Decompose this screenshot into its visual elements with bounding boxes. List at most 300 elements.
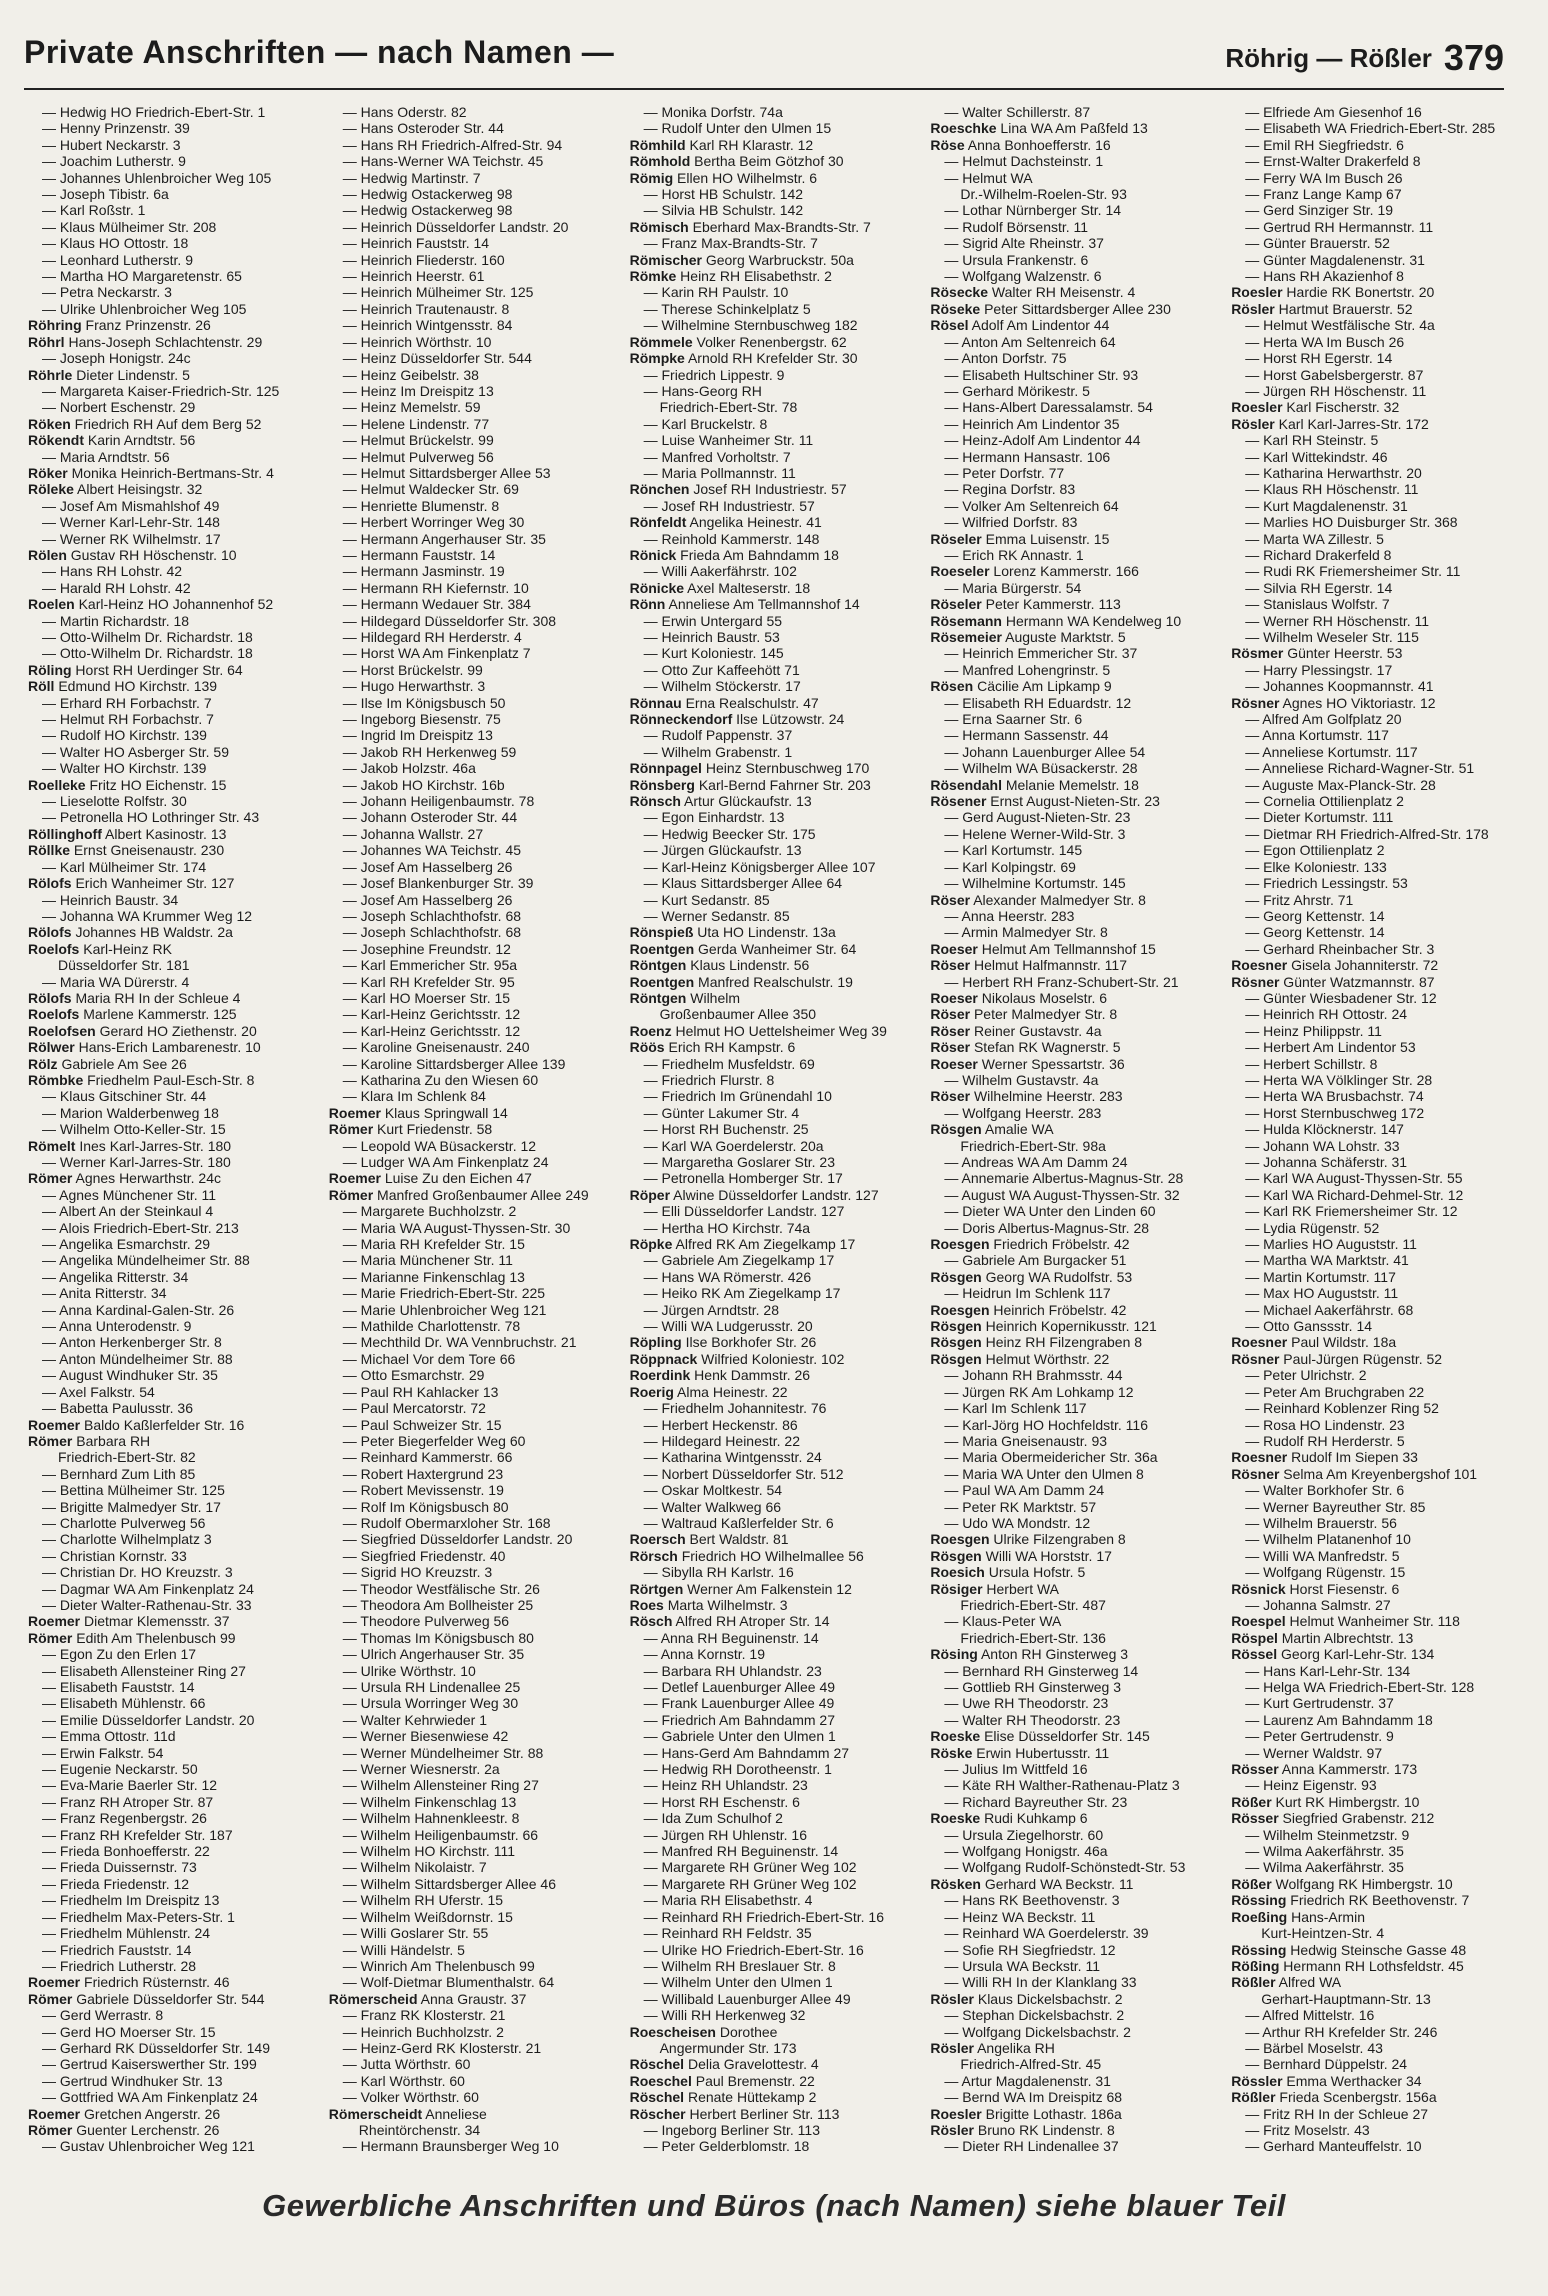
entry-text: — Wilhelm Nikolaistr. 7	[342, 1859, 487, 1876]
name-entry	[1231, 793, 1518, 809]
name-entry	[630, 1728, 917, 1744]
entry-text: — Wilhelm Brauerstr. 56	[1245, 1514, 1397, 1531]
entry-continuation	[930, 186, 1217, 202]
entry-text: — Leonhard Lutherstr. 9	[42, 251, 193, 268]
name-entry	[930, 1925, 1217, 1941]
name-entry	[630, 662, 917, 678]
entry-text: — Egon Ottilienplatz 2	[1245, 842, 1385, 859]
entry-text: — Johannes Koopmannstr. 41	[1245, 678, 1434, 695]
surname: Rösken	[930, 1875, 981, 1892]
name-entry	[329, 1039, 616, 1055]
name-entry	[930, 826, 1217, 842]
entry-text: — Franz Max-Brandts-Str. 7	[643, 235, 818, 252]
surname: Roemer	[28, 1416, 81, 1433]
surname-entry	[28, 1072, 315, 1088]
entry-text: — Peter Gelderblomstr. 18	[643, 2138, 810, 2155]
name-entry	[630, 235, 917, 251]
entry-text: — Heinrich Mülheimer Str. 125	[342, 284, 534, 301]
entry-text: — Willi Goslarer Str. 55	[342, 1925, 489, 1942]
entry-text: — Reinhard RH Feldstr. 35	[643, 1925, 812, 1942]
surname-entry	[630, 2073, 917, 2089]
surname: Römer	[328, 1121, 374, 1138]
name-entry	[1231, 990, 1518, 1006]
page-number: 379	[1443, 37, 1504, 78]
entry-text: — Gerd Sinziger Str. 19	[1245, 202, 1394, 219]
entry-text: — Margaretha Goslarer Str. 23	[643, 1154, 836, 1170]
entry-text: — Wilhelm HO Kirchstr. 111	[342, 1843, 515, 1860]
entry-text: — Ingeborg Berliner Str. 113	[643, 2121, 820, 2138]
surname-entry	[28, 1138, 315, 1154]
surname: Roeske	[930, 1810, 981, 1827]
name-entry	[930, 383, 1217, 399]
name-entry	[329, 432, 616, 448]
entry-text: Alma Heinestr. 22	[673, 1383, 788, 1400]
name-entry	[630, 498, 917, 514]
entry-text: — Willibald Lauenburger Allee 49	[643, 1990, 851, 2007]
name-entry	[1231, 711, 1518, 727]
entry-text: — Hermann Fauststr. 14	[342, 546, 496, 563]
surname-entry	[28, 334, 315, 350]
name-entry	[28, 1712, 315, 1728]
name-entry	[930, 1466, 1217, 1482]
name-entry	[630, 1761, 917, 1777]
name-entry	[930, 1384, 1217, 1400]
surname-entry	[1231, 1909, 1518, 1925]
surname: Roelofs	[28, 940, 80, 957]
surname-entry	[1231, 1334, 1518, 1350]
page-header	[24, 28, 1504, 90]
name-entry	[1231, 892, 1518, 908]
surname: Roemer	[328, 1104, 381, 1121]
surname: Rönspieß	[629, 924, 694, 941]
name-entry	[1231, 2040, 1518, 2056]
entry-text: — Franz RH Atroper Str. 87	[42, 1793, 214, 1810]
entry-text: Hans-Joseph Schlachtenstr. 29	[64, 333, 263, 350]
surname: Rösner	[1231, 694, 1280, 711]
surname: Römhild	[629, 136, 686, 153]
name-entry	[630, 1679, 917, 1695]
surname: Rönick	[629, 546, 677, 563]
name-entry	[28, 399, 315, 415]
entry-text: — Petronella HO Lothringer Str. 43	[42, 809, 260, 826]
entry-text: Wilfried Koloniestr. 102	[697, 1350, 845, 1367]
entry-text: — Josef RH Industriestr. 57	[643, 497, 815, 514]
entry-text: — Franz Lange Kamp 67	[1245, 186, 1402, 203]
entry-text: Marta Wilhelmstr. 3	[663, 1596, 788, 1613]
entry-text: — Karin RH Paulstr. 10	[643, 284, 789, 301]
surname: Röschel	[629, 2056, 685, 2073]
entry-text: — Wilhelm RH Breslauer Str. 8	[643, 1957, 836, 1974]
name-entry	[930, 334, 1217, 350]
name-entry	[930, 842, 1217, 858]
name-entry	[930, 399, 1217, 415]
entry-continuation	[930, 1138, 1217, 1154]
entry-text: — Peter Am Bruchgraben 22	[1245, 1383, 1425, 1400]
name-entry	[930, 744, 1217, 760]
entry-text: Hardie RK Bonertstr. 20	[1282, 284, 1435, 301]
entry-text: — Heinz RH Uhlandstr. 23	[643, 1777, 808, 1794]
entry-text: — Manfred Vorholtstr. 7	[643, 448, 791, 465]
entry-text: — Helene Lindenstr. 77	[342, 415, 490, 432]
name-entry	[1231, 334, 1518, 350]
entry-text: Helmut Halfmannstr. 117	[970, 957, 1127, 974]
surname: Rörsch	[629, 1547, 678, 1564]
surname: Roelofsen	[28, 1022, 96, 1039]
surname: Römerscheid	[328, 1990, 418, 2007]
entry-text: — Bernhard Düppelstr. 24	[1245, 2056, 1408, 2073]
entry-text: — Dieter RH Lindenallee 37	[944, 2138, 1119, 2155]
entry-text: — Hildegard RH Herderstr. 4	[342, 629, 522, 645]
name-entry	[1231, 153, 1518, 169]
entry-text: Düsseldorfer Str. 181	[58, 957, 190, 974]
entry-text: — Anna Kornstr. 19	[643, 1646, 765, 1663]
name-entry	[630, 432, 917, 448]
entry-text: — Herbert Am Lindentor 53	[1245, 1039, 1416, 1056]
entry-text: — Angelika Esmarchstr. 29	[42, 1236, 211, 1253]
entry-text: — Willi Händelstr. 5	[342, 1941, 465, 1958]
name-entry	[329, 1400, 616, 1416]
name-entry	[329, 842, 616, 858]
entry-text: — Andreas WA Am Damm 24	[944, 1154, 1128, 1170]
surname: Rösgen	[930, 1121, 982, 1138]
entry-text: — Wilhelmine Sternbuschweg 182	[643, 317, 858, 334]
surname-entry	[1231, 695, 1518, 711]
surname: Rössler	[1231, 2072, 1283, 2089]
entry-text: — Anneliese Kortumstr. 117	[1245, 743, 1418, 760]
name-entry	[630, 1892, 917, 1908]
surname-entry	[1231, 1958, 1518, 1974]
entry-text: Angelika RH	[973, 2039, 1055, 2056]
surname-entry	[28, 1613, 315, 1629]
entry-text: Frieda Scenbergstr. 156a	[1275, 2089, 1437, 2106]
name-entry	[930, 1433, 1217, 1449]
surname: Römer	[28, 1990, 73, 2007]
name-entry	[28, 383, 315, 399]
surname: Roerdink	[629, 1367, 691, 1384]
name-entry	[329, 2073, 616, 2089]
surname: Rößler	[1231, 2089, 1276, 2106]
name-entry	[329, 301, 616, 317]
entry-text: — Karl Kolpingstr. 69	[944, 858, 1076, 875]
entry-continuation	[630, 1006, 917, 1022]
entry-text: — Rudolf HO Kirchstr. 139	[42, 727, 207, 744]
entry-text: Walter RH Meisenstr. 4	[987, 284, 1136, 301]
surname: Rösemeier	[930, 629, 1002, 645]
entry-text: Angelika Heinestr. 41	[686, 514, 822, 531]
name-entry	[630, 1154, 917, 1170]
name-entry	[329, 809, 616, 825]
surname-entry	[630, 1351, 917, 1367]
entry-text: — Julius Im Wittfeld 16	[944, 1761, 1088, 1778]
entry-text: — Eugenie Neckarstr. 50	[42, 1761, 198, 1778]
entry-text: — Richard Drakerfeld 8	[1245, 546, 1392, 563]
entry-text: — Emma Ottostr. 11d	[42, 1728, 176, 1745]
surname: Rösel	[930, 317, 969, 334]
surname: Roescheisen	[629, 2023, 716, 2040]
surname: Rörtgen	[629, 1580, 684, 1597]
surname: Rösler	[1231, 300, 1275, 317]
entry-continuation	[630, 2040, 917, 2056]
entry-text: — Wilhelm WA Büsackerstr. 28	[944, 760, 1138, 777]
name-entry	[329, 2056, 616, 2072]
entry-text: Horst RH Uerdinger Str. 64	[71, 661, 243, 678]
name-entry	[1231, 383, 1518, 399]
entry-text: Werner Spessartstr. 36	[977, 1055, 1125, 1072]
entry-text: Volker Renenbergstr. 62	[692, 333, 847, 350]
surname: Röken	[28, 415, 71, 432]
name-entry	[1231, 531, 1518, 547]
entry-text: — Maria Arndtstr. 56	[42, 448, 170, 465]
name-entry	[28, 2073, 315, 2089]
surname-entry	[630, 1334, 917, 1350]
name-entry	[329, 137, 616, 153]
entry-text: — Hedwig RH Dorotheenstr. 1	[643, 1761, 832, 1778]
surname-entry	[930, 1581, 1217, 1597]
name-entry	[1231, 449, 1518, 465]
name-entry	[1231, 1056, 1518, 1072]
entry-text: — Hermann RH Kiefernstr. 10	[342, 579, 529, 596]
entry-text: — Hermann Jasminstr. 19	[342, 563, 505, 580]
entry-text: — Ursula Worringer Weg 30	[342, 1695, 519, 1712]
name-entry	[930, 1761, 1217, 1777]
entry-text: Artur Glückaufstr. 13	[680, 793, 812, 810]
name-entry	[630, 1876, 917, 1892]
entry-text: — Petra Neckarstr. 3	[42, 284, 172, 301]
name-entry	[630, 1072, 917, 1088]
surname-entry	[930, 990, 1217, 1006]
name-entry	[930, 202, 1217, 218]
entry-text: — Friedrich Lessingstr. 53	[1245, 875, 1408, 892]
name-entry	[630, 416, 917, 432]
name-entry	[630, 301, 917, 317]
surname: Rösner	[1231, 1350, 1280, 1367]
entry-text: — Heinrich Fauststr. 14	[342, 235, 490, 252]
name-entry	[1231, 1728, 1518, 1744]
name-entry	[630, 1466, 917, 1482]
name-entry	[1231, 1827, 1518, 1843]
entry-text: — Reinhard RH Friedrich-Ebert-Str. 16	[643, 1908, 885, 1925]
entry-text: — Ernst-Walter Drakerfeld 8	[1245, 153, 1421, 170]
name-entry	[630, 1745, 917, 1761]
entry-text: — Rosa HO Lindenstr. 23	[1245, 1416, 1405, 1433]
surname: Rösecke	[930, 284, 988, 301]
entry-text: — Ulrike HO Friedrich-Ebert-Str. 16	[643, 1941, 864, 1958]
name-entry	[28, 695, 315, 711]
name-entry	[329, 957, 616, 973]
entry-text: — Karl Wittekindstr. 46	[1245, 448, 1388, 465]
name-entry	[329, 1367, 616, 1383]
entry-text: — Hans RH Lohstr. 42	[42, 563, 183, 580]
name-entry	[1231, 1203, 1518, 1219]
surname-entry	[28, 826, 315, 842]
entry-text: — Gottlieb RH Ginsterweg 3	[944, 1679, 1122, 1695]
surname: Roeschel	[629, 2072, 692, 2089]
surname-entry	[28, 1023, 315, 1039]
name-entry	[930, 1777, 1217, 1793]
name-entry	[329, 1958, 616, 1974]
entry-text: Renate Hüttekamp 2	[684, 2089, 817, 2106]
name-entry	[630, 1646, 917, 1662]
entry-text: — Herta WA Im Busch 26	[1245, 333, 1405, 350]
entry-text: — Ulrich Angerhauser Str. 35	[342, 1646, 525, 1663]
entry-text: — Thomas Im Königsbusch 80	[342, 1629, 534, 1646]
entry-text: — Silvia RH Egerstr. 14	[1245, 579, 1393, 596]
entry-text: — Karl Roßstr. 1	[42, 202, 146, 219]
surname: Röntgen	[629, 957, 687, 974]
surname: Rösnick	[1231, 1580, 1286, 1597]
entry-text: Peter Sittardsberger Allee 230	[980, 300, 1171, 317]
entry-text: — Erwin Untergard 55	[643, 612, 783, 629]
surname: Röleke	[28, 481, 74, 498]
surname-entry	[630, 1581, 917, 1597]
surname: Rösendahl	[930, 776, 1002, 793]
surname: Römer	[28, 1170, 73, 1187]
entry-text: — Frieda Bonhoefferstr. 22	[42, 1843, 210, 1860]
name-entry	[329, 859, 616, 875]
name-entry	[630, 465, 917, 481]
name-entry	[1231, 596, 1518, 612]
name-entry	[28, 1942, 315, 1958]
surname-entry	[630, 334, 917, 350]
entry-text: — Herbert Worringer Weg 30	[342, 514, 525, 531]
name-entry	[28, 809, 315, 825]
name-entry	[1231, 1400, 1518, 1416]
name-entry	[630, 1482, 917, 1498]
entry-text: — Angelika Mündelheimer Str. 88	[42, 1252, 250, 1269]
entry-text: — Rudolf Unter den Ulmen 15	[643, 120, 832, 137]
surname: Roemer	[28, 1974, 81, 1991]
entry-text: — Wilhelm Unter den Ulmen 1	[643, 1974, 833, 1991]
name-entry	[1231, 1088, 1518, 1104]
entry-text: — Bernhard Zum Lith 85	[42, 1465, 196, 1482]
surname-entry	[28, 842, 315, 858]
entry-text: — Friedhelm Im Dreispitz 13	[42, 1892, 220, 1909]
name-entry	[630, 2122, 917, 2138]
entry-text: Kurt Friedenstr. 58	[373, 1121, 493, 1138]
surname: Röll	[28, 678, 55, 695]
surname: Röske	[930, 1744, 973, 1761]
footer-note: Gewerbliche Anschriften und Büros (nach Namen) siehe blauer Teil	[262, 2188, 1286, 2223]
entry-text: — Gerd Werrastr. 8	[42, 2007, 164, 2024]
surname: Rösen	[930, 678, 974, 695]
name-entry	[329, 711, 616, 727]
entry-text: Hans-Armin	[1287, 1908, 1365, 1925]
entry-text: — Friedhelm Mühlenstr. 24	[42, 1925, 211, 1942]
entry-text: — Karl HO Moerser Str. 15	[342, 989, 511, 1006]
surname-entry	[28, 317, 315, 333]
entry-text: Albert Kasinostr. 13	[101, 825, 227, 842]
name-entry	[28, 284, 315, 300]
name-entry	[930, 1170, 1217, 1186]
surname: Roersch	[629, 1531, 686, 1548]
name-entry	[630, 1909, 917, 1925]
name-entry	[1231, 235, 1518, 251]
entry-text: — Karl-Jörg HO Hochfeldstr. 116	[944, 1416, 1148, 1433]
name-entry	[329, 1220, 616, 1236]
surname: Roeske	[930, 1728, 981, 1745]
name-entry	[329, 1515, 616, 1531]
entry-text: — Wilhelm Platanenhof 10	[1245, 1531, 1411, 1548]
name-entry	[630, 1991, 917, 2007]
name-entry	[28, 2024, 315, 2040]
surname: Röling	[28, 661, 72, 678]
surname-entry	[930, 1088, 1217, 1104]
name-entry	[329, 1630, 616, 1646]
entry-continuation	[329, 2122, 616, 2138]
entry-text: — Axel Falkstr. 54	[42, 1383, 155, 1400]
name-entry	[630, 1121, 917, 1137]
entry-text: — Charlotte Wilhelmplatz 3	[42, 1531, 212, 1548]
name-entry	[930, 449, 1217, 465]
entry-text: — Fritz Ahrstr. 71	[1245, 891, 1354, 908]
name-entry	[1231, 104, 1518, 120]
entry-text: — Bettina Mülheimer Str. 125	[42, 1482, 225, 1499]
name-entry	[1231, 1170, 1518, 1186]
entry-text: — Fritz Moselstr. 43	[1245, 2121, 1370, 2138]
surname-entry	[1231, 1449, 1518, 1465]
entry-text: Axel Malteserstr. 18	[684, 579, 811, 596]
entry-text: — Hertha HO Kirchstr. 74a	[643, 1219, 811, 1236]
entry-text: — Heinz Im Dreispitz 13	[342, 382, 494, 399]
name-entry	[630, 809, 917, 825]
entry-text: — Otto Esmarchstr. 29	[342, 1367, 485, 1384]
entry-text: Bertha Beim Götzhof 30	[690, 153, 844, 170]
surname-entry	[930, 1991, 1217, 2007]
name-entry	[1231, 465, 1518, 481]
name-entry	[329, 547, 616, 563]
surname-entry	[930, 1745, 1217, 1761]
entry-text: — Hans Karl-Lehr-Str. 134	[1245, 1662, 1411, 1679]
name-entry	[630, 1203, 917, 1219]
name-entry	[1231, 1679, 1518, 1695]
entry-text: — Michael Aakerfährstr. 68	[1245, 1301, 1414, 1318]
name-entry	[630, 1777, 917, 1793]
name-entry	[329, 1859, 616, 1875]
surname: Roeser	[930, 940, 978, 957]
entry-text: — Luise Wanheimer Str. 11	[643, 432, 814, 449]
name-entry	[630, 1269, 917, 1285]
surname: Roeseler	[930, 563, 990, 580]
name-entry	[1231, 1302, 1518, 1318]
entry-text: — Klaus HO Ottostr. 18	[42, 235, 189, 252]
surname: Röser	[930, 1022, 971, 1039]
surname-entry	[1231, 1351, 1518, 1367]
entry-text: — Maria RH Krefelder Str. 15	[342, 1236, 525, 1253]
entry-text: — Karl Emmericher Str. 95a	[342, 957, 518, 974]
entry-text: — Maria WA August-Thyssen-Str. 30	[342, 1219, 571, 1236]
name-entry	[1231, 1384, 1518, 1400]
entry-text: — Hermann Sassenstr. 44	[944, 727, 1109, 744]
name-entry	[329, 1088, 616, 1104]
entry-text: — Karl Wörthstr. 60	[342, 2072, 465, 2089]
entry-text: — Franz Regenbergstr. 26	[42, 1810, 207, 1827]
entry-text: — Harry Plessingstr. 17	[1245, 661, 1393, 678]
surname-entry	[930, 1728, 1217, 1744]
entry-text: — Reinhard Koblenzer Ring 52	[1245, 1400, 1439, 1417]
surname: Rösener	[930, 793, 987, 810]
entry-text: — Therese Schinkelplatz 5	[643, 300, 811, 317]
entry-text: Stefan RK Wagnerstr. 5	[970, 1039, 1121, 1056]
surname: Roeser	[930, 989, 978, 1006]
entry-text: Kurt-Heintzen-Str. 4	[1261, 1925, 1385, 1942]
entry-text: Friedrich-Ebert-Str. 78	[659, 399, 798, 416]
name-entry	[329, 1810, 616, 1826]
name-entry	[930, 104, 1217, 120]
name-entry	[930, 1072, 1217, 1088]
entry-text: — Franz RK Klosterstr. 21	[342, 2007, 506, 2024]
entry-text: — Gabriele Unter den Ulmen 1	[643, 1728, 836, 1745]
entry-text: — Karl-Heinz Gerichtsstr. 12	[342, 1006, 521, 1023]
